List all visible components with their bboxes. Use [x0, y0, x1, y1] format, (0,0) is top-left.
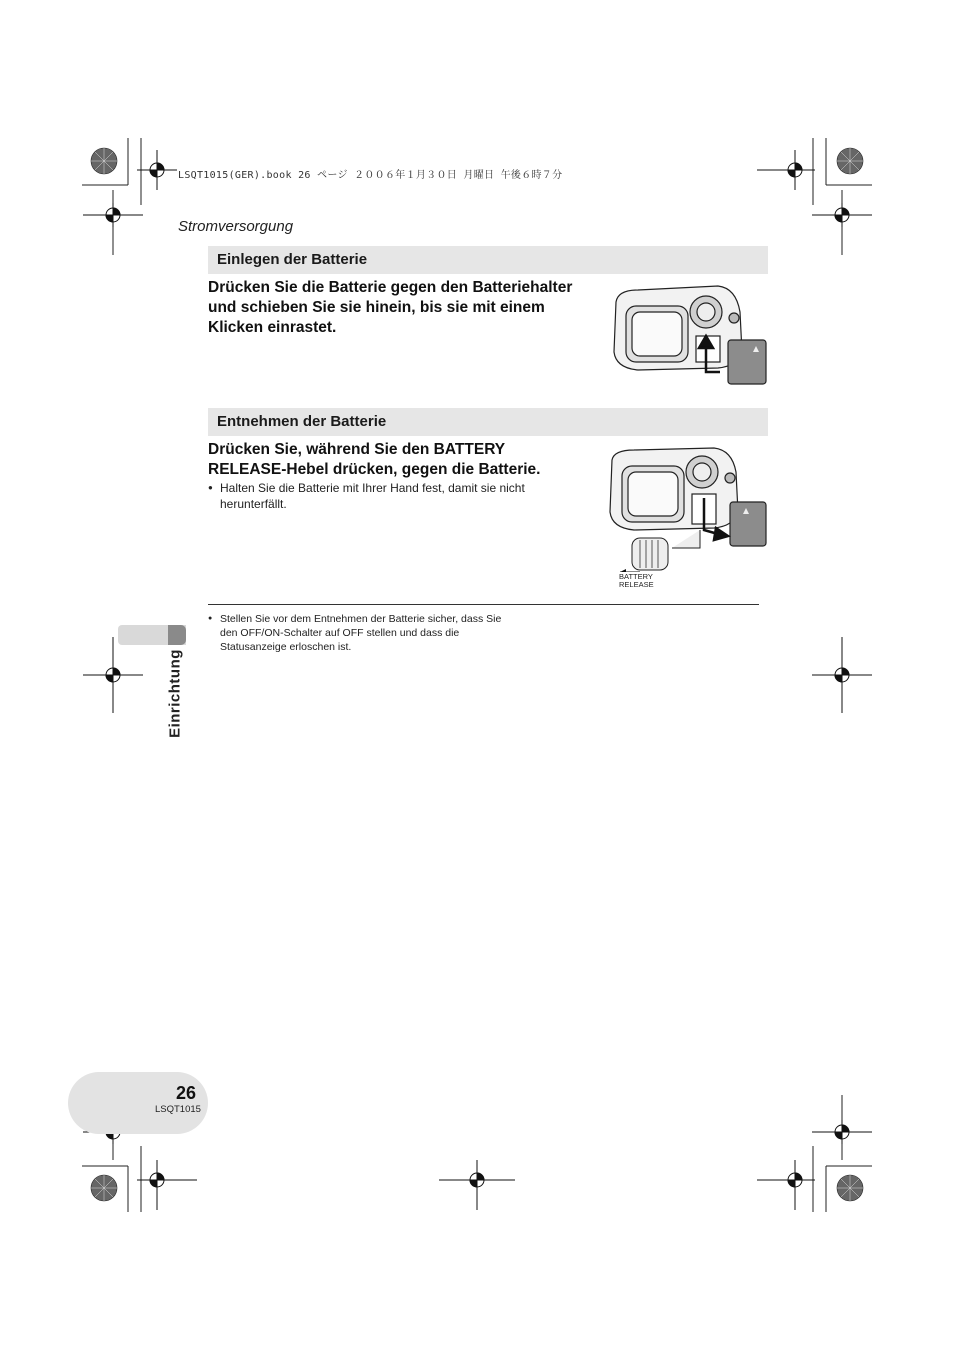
instruction-remove: Drücken Sie, während Sie den BATTERY RELEASE-Hebel drücken, gegen die Batterie. — [208, 441, 541, 478]
battery-illustration — [728, 340, 766, 384]
bottom-note-text: Stellen Sie vor dem Entnehmen der Batterie sicher, dass Sie den OFF/ON-Schalter auf OFF stellen und dass die Statusanzeige erloschen ist. — [220, 613, 502, 653]
camcorder-illustration — [608, 282, 770, 388]
bottom-note — [208, 612, 508, 654]
battery-release-label-line1: BATTERY — [619, 572, 653, 581]
print-header: LSQT1015(GER).book 26 ページ ２００６年１月３０日 月曜日 午後６時７分 — [178, 170, 563, 181]
heading-band-remove — [208, 408, 768, 436]
bullet-icon: ● — [208, 483, 213, 492]
heading-remove-battery: Entnehmen der Batterie — [217, 413, 387, 430]
heading-insert-battery: Einlegen der Batterie — [217, 251, 368, 268]
battery-release-label — [619, 573, 654, 589]
camcorder-illustration-remove — [604, 444, 770, 572]
heading-band-insert — [208, 246, 768, 274]
side-tab-label: Einrichtung — [166, 649, 184, 738]
note-hold-battery — [208, 480, 558, 512]
bullet-icon: ● — [208, 615, 213, 622]
instruction-insert: Drücken Sie die Batterie gegen den Batteriehalter und schieben Sie sie hinein, bis sie mit einem Klicken einrastet. — [208, 279, 573, 336]
doc-code: LSQT1015 — [155, 1104, 201, 1115]
battery-release-label-line2: RELEASE — [619, 580, 654, 589]
divider — [208, 604, 759, 605]
page-number: 26 — [176, 1083, 197, 1103]
note-text: Halten Sie die Batterie mit Ihrer Hand fest, damit sie nicht herunterfällt. — [220, 481, 525, 511]
battery-illustration — [730, 502, 766, 546]
section-title: Stromversorgung — [178, 218, 294, 235]
